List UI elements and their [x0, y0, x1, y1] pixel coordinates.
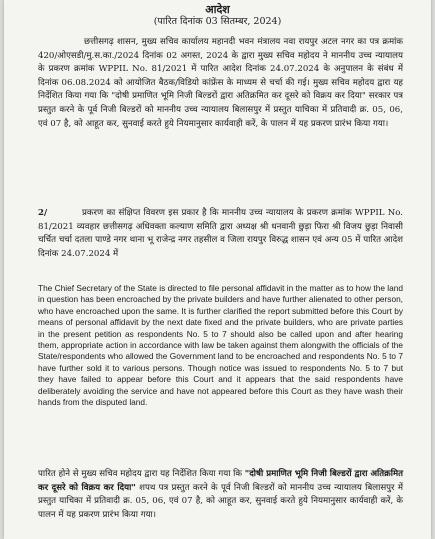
- court-order-excerpt: The Chief Secretary of the State is directed to file personal affidavit in the matter as to how the land in question has been encroached by the private builders and have further alienated to other person, who have encroached upon the same. It is further clarified the report submitted before this Court by means of personal affidavit by the next date fixed and the private builders, who are private parties in the present petition as respondents No. 5 to 7 should also be called upon and after hearing them, appropriate action in accordance with law be taken against them alongwith the officials of the State/respondents who allowed the Government land to be encroached and respondents No. 5 to 7 have further sold it to various persons. Though notice was issued to respondents No. 5 to 7 but they have failed to appear before this Court and it appears that the said respondents have deliberately avoiding the service and have not appeared before this Court as they have wash their hands from the disputed land.: [38, 283, 403, 408]
- paragraph-conclusion: [38, 468, 403, 522]
- paragraph-number: 2/: [38, 208, 48, 218]
- conclusion-text: शपथ पत्र प्रस्तुत करने के पूर्व निजी बिल्डरों को माननीय उच्च न्यायालय बिलासपुर में प्रस्तुत याचिका में प्रतिवादी क्र. 05, 06, एवं 07 है, को आहूत कर, सुनवाई करते हुये नियमानुसार कार्यवाही करें, के पालन में यह प्रकरण प्रारंभ किया गया।: [38, 482, 404, 520]
- document-title: आदेश: [205, 3, 230, 16]
- paragraph-1: छत्तीसगढ़ शासन, मुख्य सचिव कार्यालय महानदी भवन मंत्रालय नवा रायपुर अटल नगर का पत्र क्रमांक 420/ओएसडी/मु.स.का./2024 दिनांक 02 अगस्त, 2024 के द्वारा मुख्य सचिव महोदय ने माननीय उच्च न्यायालय के प्रकरण क्रमांक WPPIL No. 81/2021 में पारित आदेश दिनांक 24.07.2024 के अनुपालन के संबंध में दिनांक 06.08.2024 को आयोजित बैठक/विडियो कांफ्रेंस के माध्यम से चर्चा की गई। मुख्य सचिव महोदय द्वारा यह निर्देशित किया गया कि "दोषी प्रमाणित भूमि निजी बिल्डरों द्वारा अतिक्रमित कर दूसरे को विक्रय कर दिया" सरकार पत्र प्रस्तुत करने के पूर्व निजी बिल्डरों को माननीय उच्च न्यायालय बिलासपुर में प्रस्तुत याचिका में प्रतिवादी क्र. 05, 06, एवं 07 है, को आहूत कर, सुनवाई करते हुये नियमानुसार कार्यवाही करें, के पालन में यह प्रकरण प्रारंभ किया गया।: [38, 37, 403, 129]
- conclusion-intro: पारित होने से मुख्य सचिव महोदय द्वारा यह निर्देशित किया गया कि: [38, 469, 242, 479]
- document-page: [4, 0, 431, 539]
- paragraph-2-text: प्रकरण का संक्षिप्त विवरण इस प्रकार है कि माननीय उच्च न्यायालय के प्रकरण क्रमांक WPPIL No. 81/2021 व्यवहार छत्तीसगढ़ अधिवक्ता कल्याण समिति द्वारा अध्यक्ष श्री धनवानी छुड़ा फिरा श्री विजय छुड़ा निवासी चर्चित चर्चा दतला पाण्डे नगर थाना भू राजेन्द्र नगर तहसील व जिला रायपुर विरुद्ध शासन एवं अन्य 05 में पारित आदेश दिनांक 24.07.2024 में: [38, 208, 403, 259]
- paragraph-2: [38, 207, 403, 261]
- quoted-finding: "दोषी प्रमाणित भूमि निजी बिल्डरों द्वारा अतिक्रमित कर दूसरे को विक्रय कर दिया": [38, 469, 404, 493]
- document-date: (पारित दिनांक 03 सितम्बर, 2024): [153, 16, 282, 27]
